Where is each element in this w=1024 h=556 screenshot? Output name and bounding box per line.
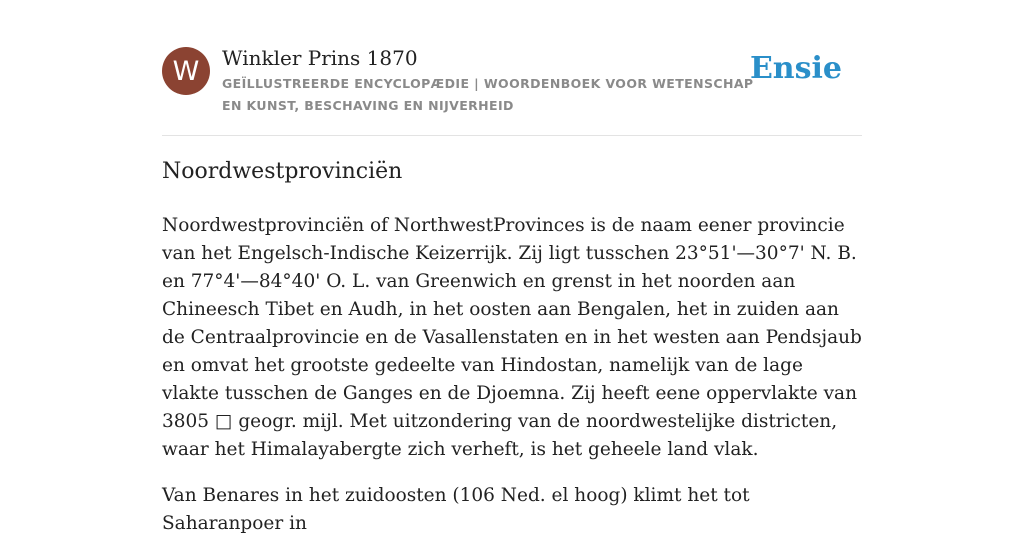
entry-paragraph: Van Benares in het zuidoosten (106 Ned. el hoog) klimt het tot Saharanpoer in xyxy=(162,485,750,534)
entry-body xyxy=(162,212,862,556)
header-divider xyxy=(162,135,862,136)
publication-header xyxy=(162,46,862,136)
entry-title: Noordwestprovinciën xyxy=(162,159,403,184)
ensie-logo-link[interactable]: Ensie xyxy=(749,51,842,86)
publication-subtitle: GEÏLLUSTREERDE ENCYCLOPÆDIE | WOORDENBOEK VOOR WETENSCHAP EN KUNST, BESCHAVING EN NIJVERHEID xyxy=(222,76,754,113)
publication-title[interactable]: Winkler Prins 1870 xyxy=(222,46,418,70)
entry-paragraph: Noordwestprovinciën of NorthwestProvinces is de naam eener provincie van het Engelsch-Indische Keizerrijk. Zij ligt tusschen 23°51'—30°7' N. B. en 77°4'—84°40' O. L. van Greenwich en grenst in het noorden aan Chineesch Tibet en Audh, in het oosten aan Bengalen, het in zuiden aan de Centraalprovincie en de Vasallenstaten en in het westen aan Pendsjaub en omvat het grootste gedeelte van Hindostan, namelijk van de lage vlakte tusschen de Ganges en de Djoemna. Zij heeft eene oppervlakte van 3805 □ geogr. mijl. Met uitzondering van de noordwestelijke districten, waar het Himalayabergte zich verheft, is het geheele land vlak. xyxy=(162,215,862,460)
publication-avatar[interactable]: W xyxy=(162,47,210,95)
